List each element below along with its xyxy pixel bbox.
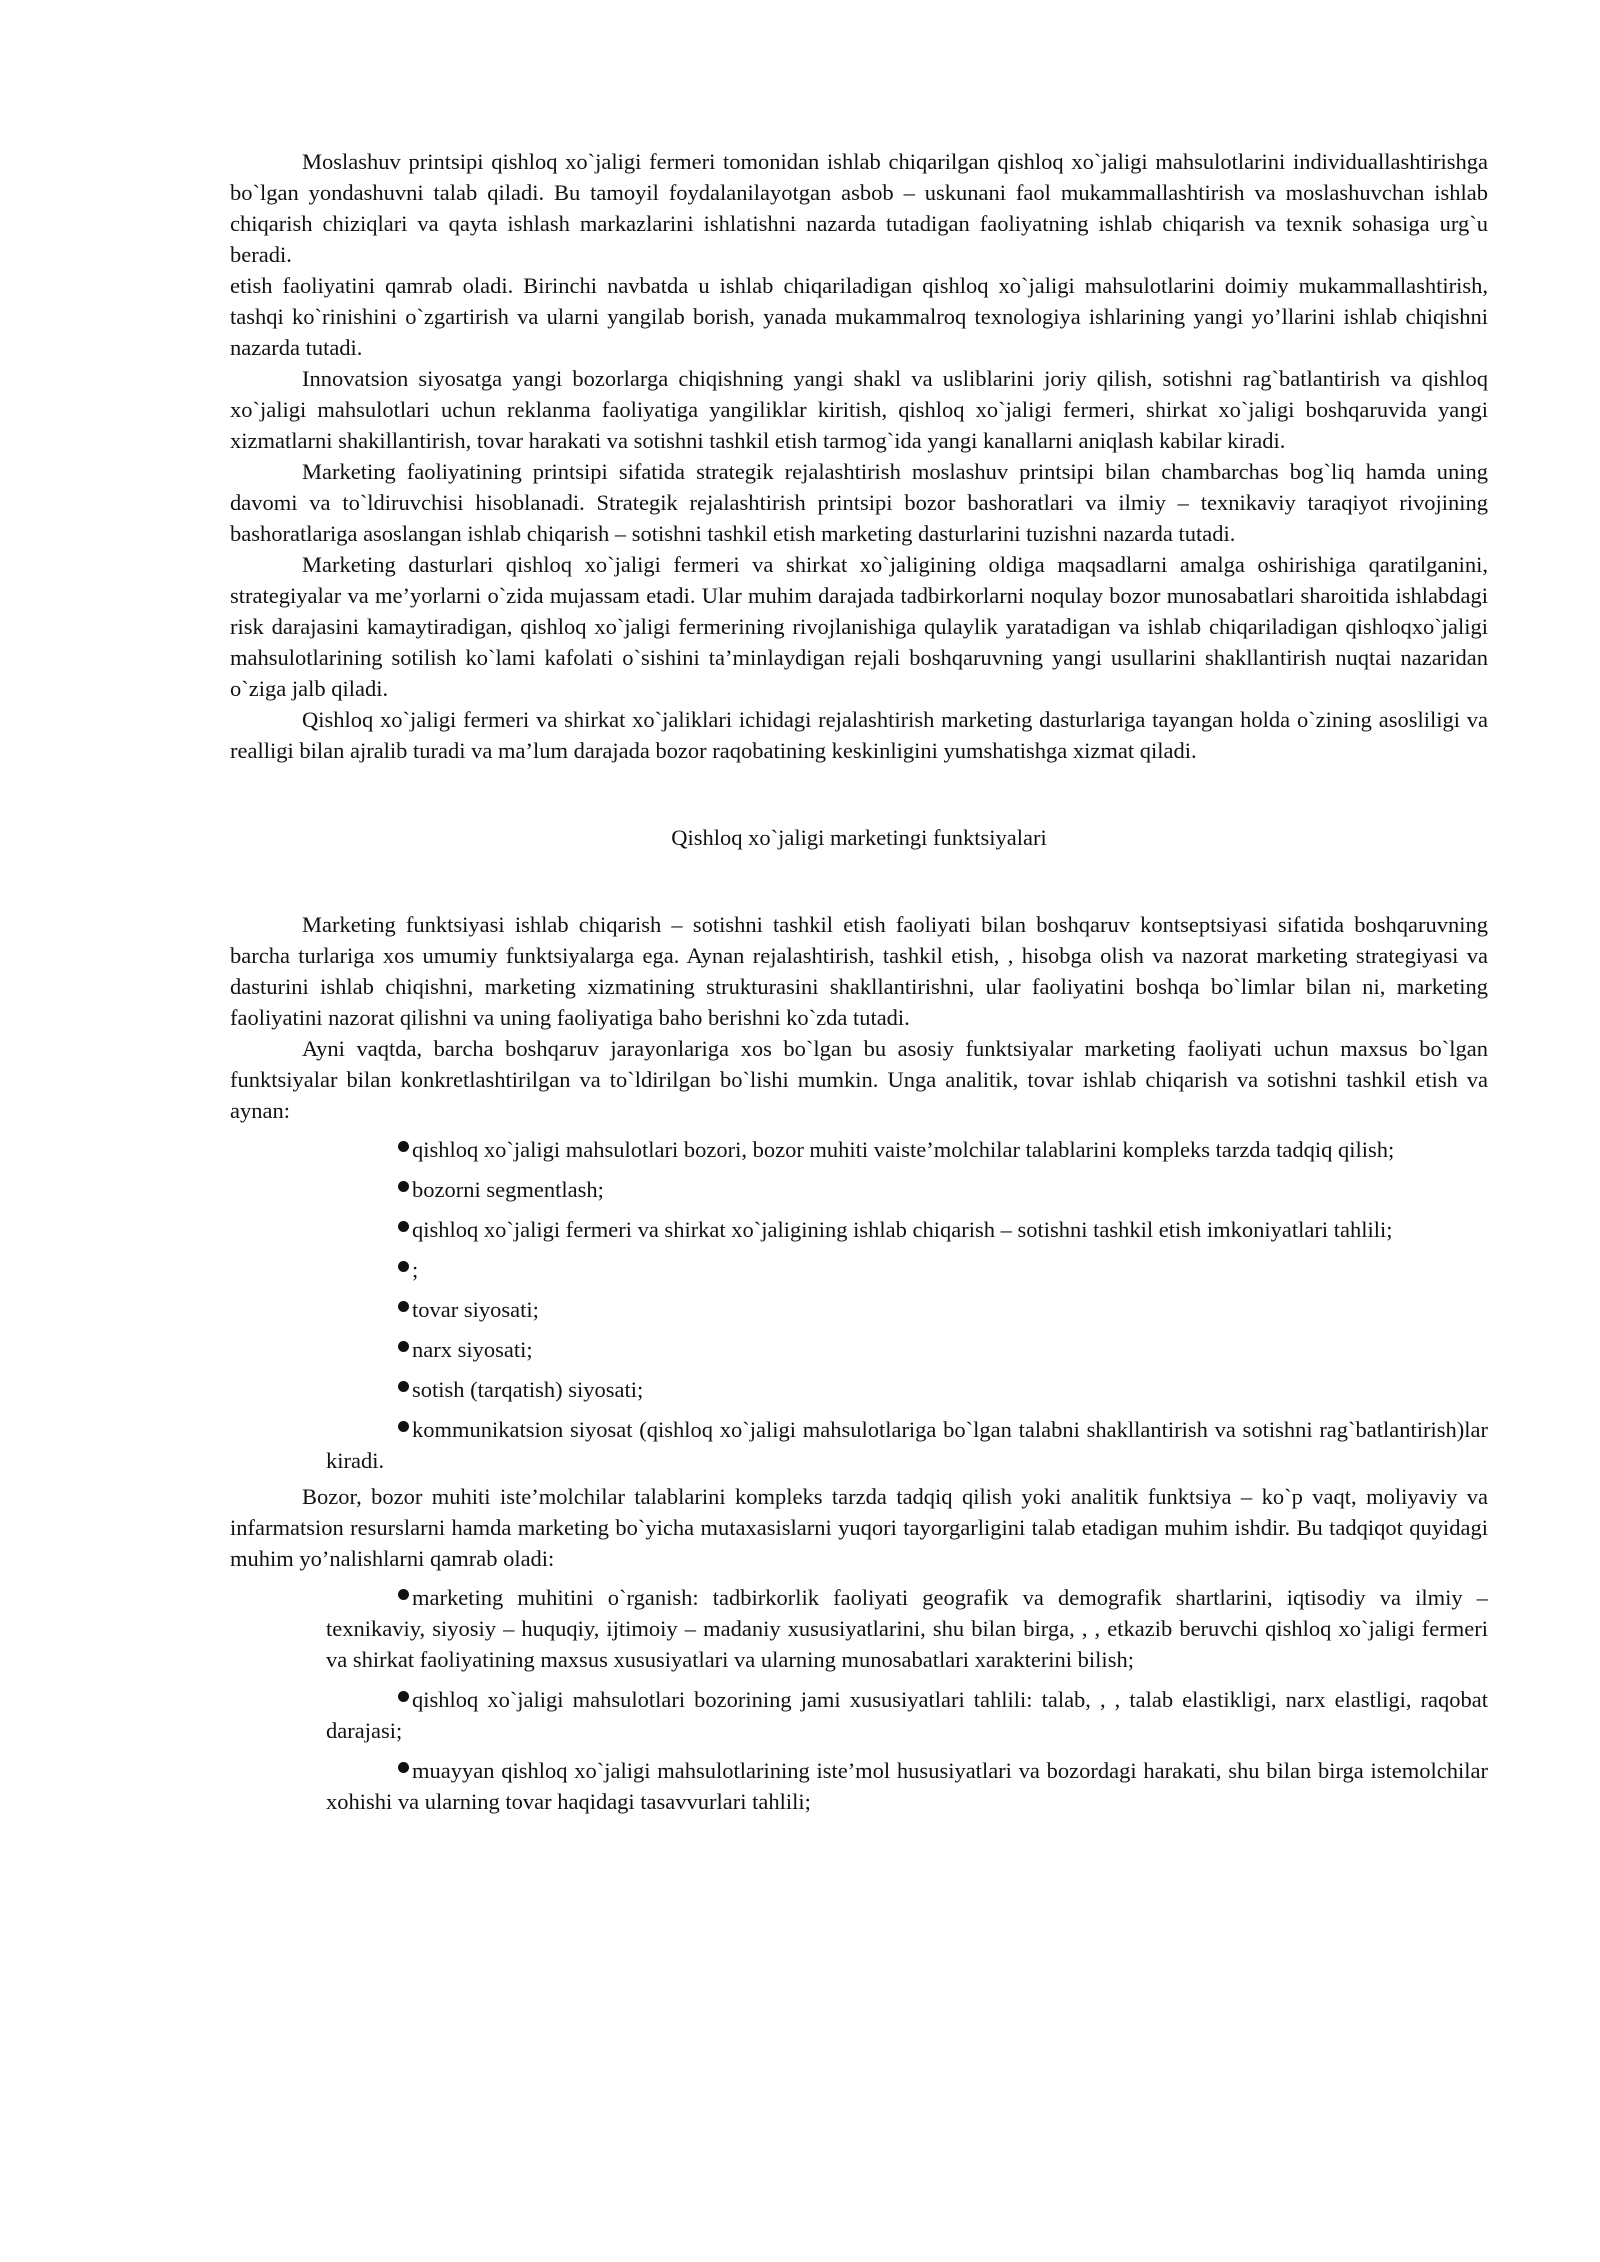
bullet-dot-icon <box>398 1421 409 1432</box>
paragraph-activity-coverage: etish faoliyatini qamrab oladi. Birinchi navbatda u ishlab chiqariladigan qishloq xo`jaligi mahsulotlarini doimiy mukammallashtirish, tashqi ko`rinishini o`zgartirish va ularni yangilab borish, yanada mukammalroq texnologiya ishlarining yangi yo’llarini ishlab chiqishni nazarda tutadi. <box>230 273 1488 360</box>
list-item <box>326 1294 1488 1325</box>
list-item-text: muayyan qishloq xo`jaligi mahsulotlarining iste’mol hususiyatlari va bozordagi harakati, shu bilan birga istemolchilar xohishi va ularning tovar haqidagi tasavvurlari tahlili; <box>326 1758 1488 1814</box>
list-item-text: qishloq xo`jaligi mahsulotlari bozorining jami xususiyatlari tahlili: talab, , , talab elastikligi, narx elastligi, raqobat darajasi; <box>326 1687 1488 1743</box>
document-page <box>230 146 1488 1826</box>
bullet-dot-icon <box>398 1301 409 1312</box>
bullet-dot-icon <box>398 1589 409 1600</box>
list-item-text: sotish (tarqatish) siyosati; <box>412 1377 644 1402</box>
functions-list <box>230 1134 1488 1476</box>
list-item <box>326 1134 1488 1165</box>
bullet-dot-icon <box>398 1762 409 1773</box>
paragraph-basic-functions: Ayni vaqtda, barcha boshqaruv jarayonlariga xos bo`lgan bu asosiy funktsiyalar marketing faoliyati uchun maxsus bo`lgan funktsiyalar bilan konkretlashtirilgan va to`ldirilgan bo`lishi mumkin. Unga analitik, tovar ishlab chiqarish va sotishni tashkil etish va aynan: <box>230 1036 1488 1123</box>
list-item-text: narx siyosati; <box>412 1337 533 1362</box>
list-item-text: bozorni segmentlash; <box>412 1177 604 1202</box>
bullet-dot-icon <box>398 1141 409 1152</box>
bullet-dot-icon <box>398 1341 409 1352</box>
list-item <box>326 1582 1488 1675</box>
paragraph-marketing-programs: Marketing dasturlari qishloq xo`jaligi fermeri va shirkat xo`jaligining oldiga maqsadlarni amalga oshirishiga qaratilganini, strategiyalar va me’yorlarni o`zida mujassam etadi. Ular muhim darajada tadbirkorlarni noqulay bozor munosabatlari sharoitida ishlabdagi risk darajasini kamaytiradigan, qishloq xo`jaligi fermerining rivojlanishiga qulaylik yaratadigan va ishlab chiqariladigan qishloqxo`jaligi mahsulotlarining sotilish ko`lami kafolati o`sishini ta’minlaydigan rejali boshqaruvning yangi usullarini shakllantirish nuqtai nazaridan o`ziga jalb qiladi. <box>230 552 1488 701</box>
paragraph-market-research: Bozor, bozor muhiti iste’molchilar talablarini kompleks tarzda tadqiq qilish yoki analitik funktsiya – ko`p vaqt, moliyaviy va infarmatsion resurslarni hamda marketing bo`yicha mutaxasislarni yuqori tayorgarligini talab etadigan muhim ishdir. Bu tadqiqot quyidagi muhim yo’nalishlarni qamrab oladi: <box>230 1484 1488 1571</box>
list-item-text: tovar siyosati; <box>412 1297 539 1322</box>
list-item-text: marketing muhitini o`rganish: tadbirkorlik faoliyati geografik va demografik shartlarini, iqtisodiy va ilmiy – texnikaviy, siyosiy – huquqiy, ijtimoiy – madaniy xususiyatlarini, shu bilan birga, , , etkazib beruvchi qishloq xo`jaligi fermeri va shirkat faoliyatining maxsus xususiyatlari va ularning munosabatlari xarakterini bilish; <box>326 1585 1488 1672</box>
paragraph-planning-conclusion: Qishloq xo`jaligi fermeri va shirkat xo`jaliklari ichidagi rejalashtirish marketing dasturlariga tayangan holda o`zining asosliligi va realligi bilan ajralib turadi va ma’lum darajada bozor raqobatining keskinligini yumshatishga xizmat qiladi. <box>230 707 1488 763</box>
paragraph-adaptation-principle: Moslashuv printsipi qishloq xo`jaligi fermeri tomonidan ishlab chiqarilgan qishloq xo`jaligi mahsulotlarini individuallashtirishga bo`lgan yondashuvni talab qiladi. Bu tamoyil foydalanilayotgan asbob – uskunani faol mukammallashtirish va moslashuvchan ishlab chiqarish chiziqlari va qayta ishlash markazlarini ishlatishni nazarda tutadigan faoliyatning ishlab chiqarish va texnik sohasiga urg`u beradi. <box>230 149 1488 267</box>
bullet-dot-icon <box>398 1261 409 1272</box>
paragraph-innovation-policy: Innovatsion siyosatga yangi bozorlarga chiqishning yangi shakl va usliblarini joriy qilish, sotishni rag`batlantirish va qishloq xo`jaligi mahsulotlari uchun reklanma faoliyatiga yangiliklar kiritish, qishloq xo`jaligi fermeri, shirkat xo`jaligi boshqaruvida yangi xizmatlarni shakillantirish, tovar harakati va sotishni tashkil etish tarmog`ida yangi kanallarni aniqlash kabilar kiradi. <box>230 366 1488 453</box>
list-item-text: kommunikatsion siyosat (qishloq xo`jaligi mahsulotlariga bo`lgan talabni shakllantirish va sotishni rag`batlantirish)lar kiradi. <box>326 1417 1488 1473</box>
list-item <box>326 1374 1488 1405</box>
bullet-dot-icon <box>398 1381 409 1392</box>
section-heading: Qishloq xo`jaligi marketingi funktsiyalari <box>671 825 1047 850</box>
bullet-dot-icon <box>398 1691 409 1702</box>
list-item <box>326 1214 1488 1245</box>
research-directions-list <box>230 1582 1488 1817</box>
list-item <box>326 1254 1488 1285</box>
list-item <box>326 1755 1488 1817</box>
paragraph-marketing-function: Marketing funktsiyasi ishlab chiqarish – sotishni tashkil etish faoliyati bilan boshqaruv kontseptsiyasi sifatida boshqaruvning barcha turlariga xos umumiy funktsiyalarga ega. Aynan rejalashtirish, tashkil etish, , hisobga olish va nazorat marketing strategiyasi va dasturini ishlab chiqishni, marketing xizmatining strukturasini shakllantirishni, ular faoliyatini boshqa bo`limlar bilan ni, marketing faoliyatini nazorat qilishni va uning faoliyatiga baho berishni ko`zda tutadi. <box>230 912 1488 1030</box>
paragraph-strategic-planning: Marketing faoliyatining printsipi sifatida strategik rejalashtirish moslashuv printsipi bilan chambarchas bog`liq hamda uning davomi va to`ldiruvchisi hisoblanadi. Strategik rejalashtirish printsipi bozor bashoratlari va ilmiy – texnikaviy taraqiyot rivojining bashoratlariga asoslangan ishlab chiqarish – sotishni tashkil etish marketing dasturlarini tuzishni nazarda tutadi. <box>230 459 1488 546</box>
list-item <box>326 1334 1488 1365</box>
list-item-text: qishloq xo`jaligi fermeri va shirkat xo`jaligining ishlab chiqarish – sotishni tashkil etish imkoniyatlari tahlili; <box>412 1217 1393 1242</box>
list-item <box>326 1414 1488 1476</box>
bullet-dot-icon <box>398 1181 409 1192</box>
list-item-text: qishloq xo`jaligi mahsulotlari bozori, bozor muhiti vaiste’molchilar talablarini kompleks tarzda tadqiq qilish; <box>412 1137 1395 1162</box>
list-item <box>326 1174 1488 1205</box>
bullet-dot-icon <box>398 1221 409 1232</box>
list-item <box>326 1684 1488 1746</box>
list-item-text: ; <box>412 1257 419 1282</box>
